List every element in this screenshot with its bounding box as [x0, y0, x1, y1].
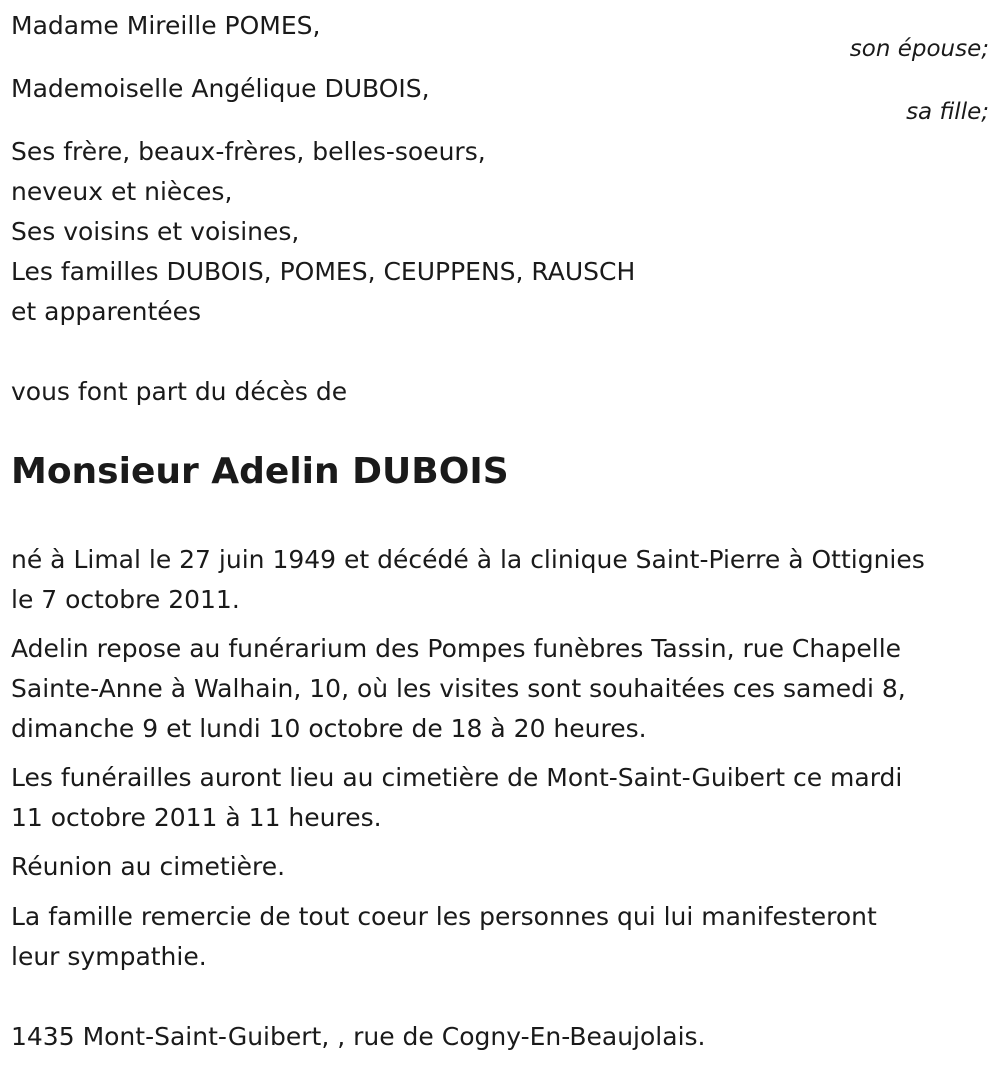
funerarium-line: Adelin repose au funérarium des Pompes funèbres Tassin, rue Chapelle	[11, 634, 902, 663]
funeral-line: 11 octobre 2011 à 11 heures.	[11, 803, 382, 832]
birth-death-line: né à Limal le 27 juin 1949 et décédé à la clinique Saint-Pierre à Ottignies	[11, 545, 925, 574]
birth-death-line: le 7 octobre 2011.	[11, 585, 240, 614]
meeting-line: Réunion au cimetière.	[11, 852, 286, 881]
daughter-relation: sa fille;	[906, 99, 989, 125]
funeral-line: Les funérailles auront lieu au cimetière de Mont-Saint-Guibert ce mardi	[11, 763, 903, 792]
funerarium-line: dimanche 9 et lundi 10 octobre de 18 à 20 heures.	[11, 714, 647, 743]
daughter-name: Mademoiselle Angélique DUBOIS,	[11, 74, 430, 103]
address-line: 1435 Mont-Saint-Guibert, , rue de Cogny-En-Beaujolais.	[11, 1022, 706, 1051]
deceased-name: Monsieur Adelin DUBOIS	[11, 451, 509, 492]
relatives-line: et apparentées	[11, 297, 202, 326]
spouse-relation: son épouse;	[849, 36, 989, 62]
relatives-line: Ses frère, beaux-frères, belles-soeurs,	[11, 137, 486, 166]
funerarium-line: Sainte-Anne à Walhain, 10, où les visites sont souhaitées ces samedi 8,	[11, 674, 906, 703]
thanks-line: leur sympathie.	[11, 942, 207, 971]
thanks-line: La famille remercie de tout coeur les personnes qui lui manifesteront	[11, 902, 877, 931]
relatives-line: Ses voisins et voisines,	[11, 217, 300, 246]
relatives-line: neveux et nièces,	[11, 177, 233, 206]
spouse-name: Madame Mireille POMES,	[11, 11, 321, 40]
announcement-text: vous font part du décès de	[11, 377, 348, 406]
relatives-line: Les familles DUBOIS, POMES, CEUPPENS, RAUSCH	[11, 257, 636, 286]
